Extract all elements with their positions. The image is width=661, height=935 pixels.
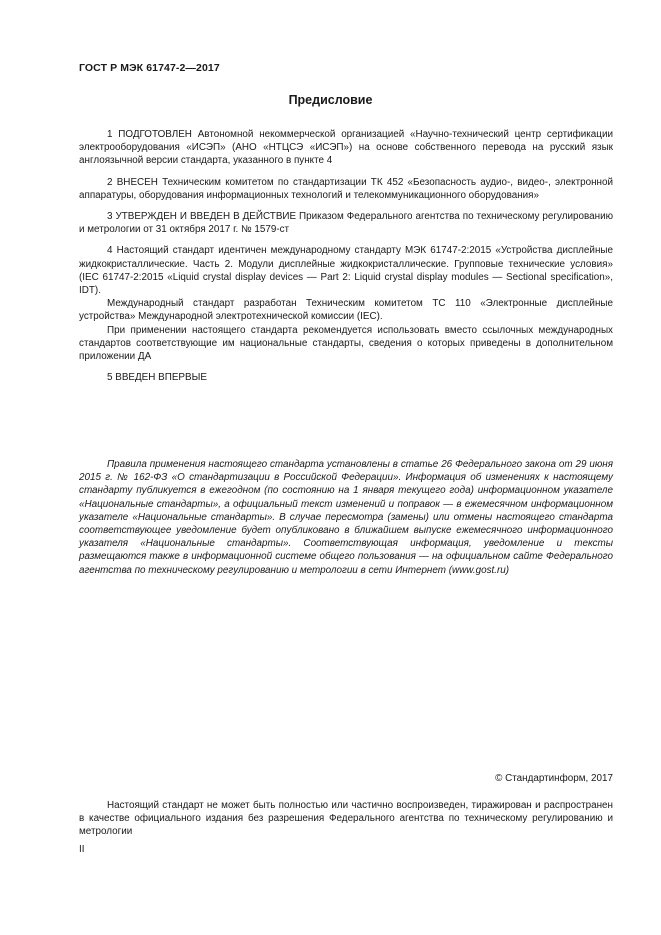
paragraph-first-introduced: 5 ВВЕДЕН ВПЕРВЫЕ [107, 372, 207, 384]
notice-block [79, 458, 613, 577]
page-title: Предисловие [288, 93, 373, 107]
paragraph-developed: Международный стандарт разработан Техническим комитетом ТС 110 «Электронные дисплейные устройства» Международной электротехнической комиссии (IEC). [79, 298, 613, 323]
page-number: II [79, 844, 85, 855]
foreword-section [79, 128, 613, 384]
notice-text: Правила применения настоящего стандарта установлены в статье 26 Федерального закона от 29 июня 2015 г. № 162-ФЗ «О стандартизации в Российской Федерации». Информация об изменениях к настоящему стандарту публикуется в ежегодном (по состоянию на 1 января текущего года) информационном указателе «Национальные стандарты», а официальный текст изменений и поправок — в ежемесячном информационном указателе «Национальные стандарты». В случае пересмотра (замены) или отмены настоящего стандарта соответствующее уведомление будет опубликовано в ближайшем выпуске ежемесячного информационного указателя «Национальные стандарты». Соответствующая информация, уведомление и тексты размещаются также в информационной системе общего пользования — на официальном сайте Федерального агентства по техническому регулированию и метрологии в сети Интернет (www.gost.ru) [79, 459, 613, 576]
paragraph-identical: 4 Настоящий стандарт идентичен международному стандарту МЭК 61747-2:2015 «Устройства дисплейные жидкокристаллические. Часть 2. Модули дисплейные жидкокристаллические. Групповые технические условия» (IEC 61747-2:2015 «Liquid crystal display devices — Part 2: Liquid crystal display modules — Sectional specification», IDT). [79, 245, 613, 297]
reproduction-text: Настоящий стандарт не может быть полностью или частично воспроизведен, тиражирован и распространен в качестве официального издания без разрешения Федерального агентства по техническому регулированию и метрологии [79, 800, 613, 838]
copyright-line: © Стандартинформ, 2017 [495, 773, 613, 784]
paragraph-application: При применении настоящего стандарта рекомендуется использовать вместо ссылочных международных стандартов соответствующие им национальные стандарты, сведения о которых приведены в дополнительном приложении ДА [79, 324, 613, 363]
paragraph-prepared: 1 ПОДГОТОВЛЕН Автономной некоммерческой организацией «Научно-технический центр сертификации электрооборудования «ИСЭП» (АНО «НТЦСЭ «ИСЭП») на основе собственного перевода на русский язык англоязычной версии стандарта, указанного в пункте 4 [79, 129, 613, 167]
paragraph-submitted: 2 ВНЕСЕН Техническим комитетом по стандартизации ТК 452 «Безопасность аудио-, видео-, электронной аппаратуры, оборудования информационных технологий и телекоммуникационного оборудования» [79, 176, 613, 201]
document-header: ГОСТ Р МЭК 61747-2—2017 [79, 62, 220, 74]
reproduction-notice [79, 799, 613, 839]
paragraph-approved: 3 УТВЕРЖДЕН И ВВЕДЕН В ДЕЙСТВИЕ Приказом Федерального агентства по техническому регулированию и метрологии от 31 октября 2017 г. № 1579-ст [79, 211, 613, 236]
